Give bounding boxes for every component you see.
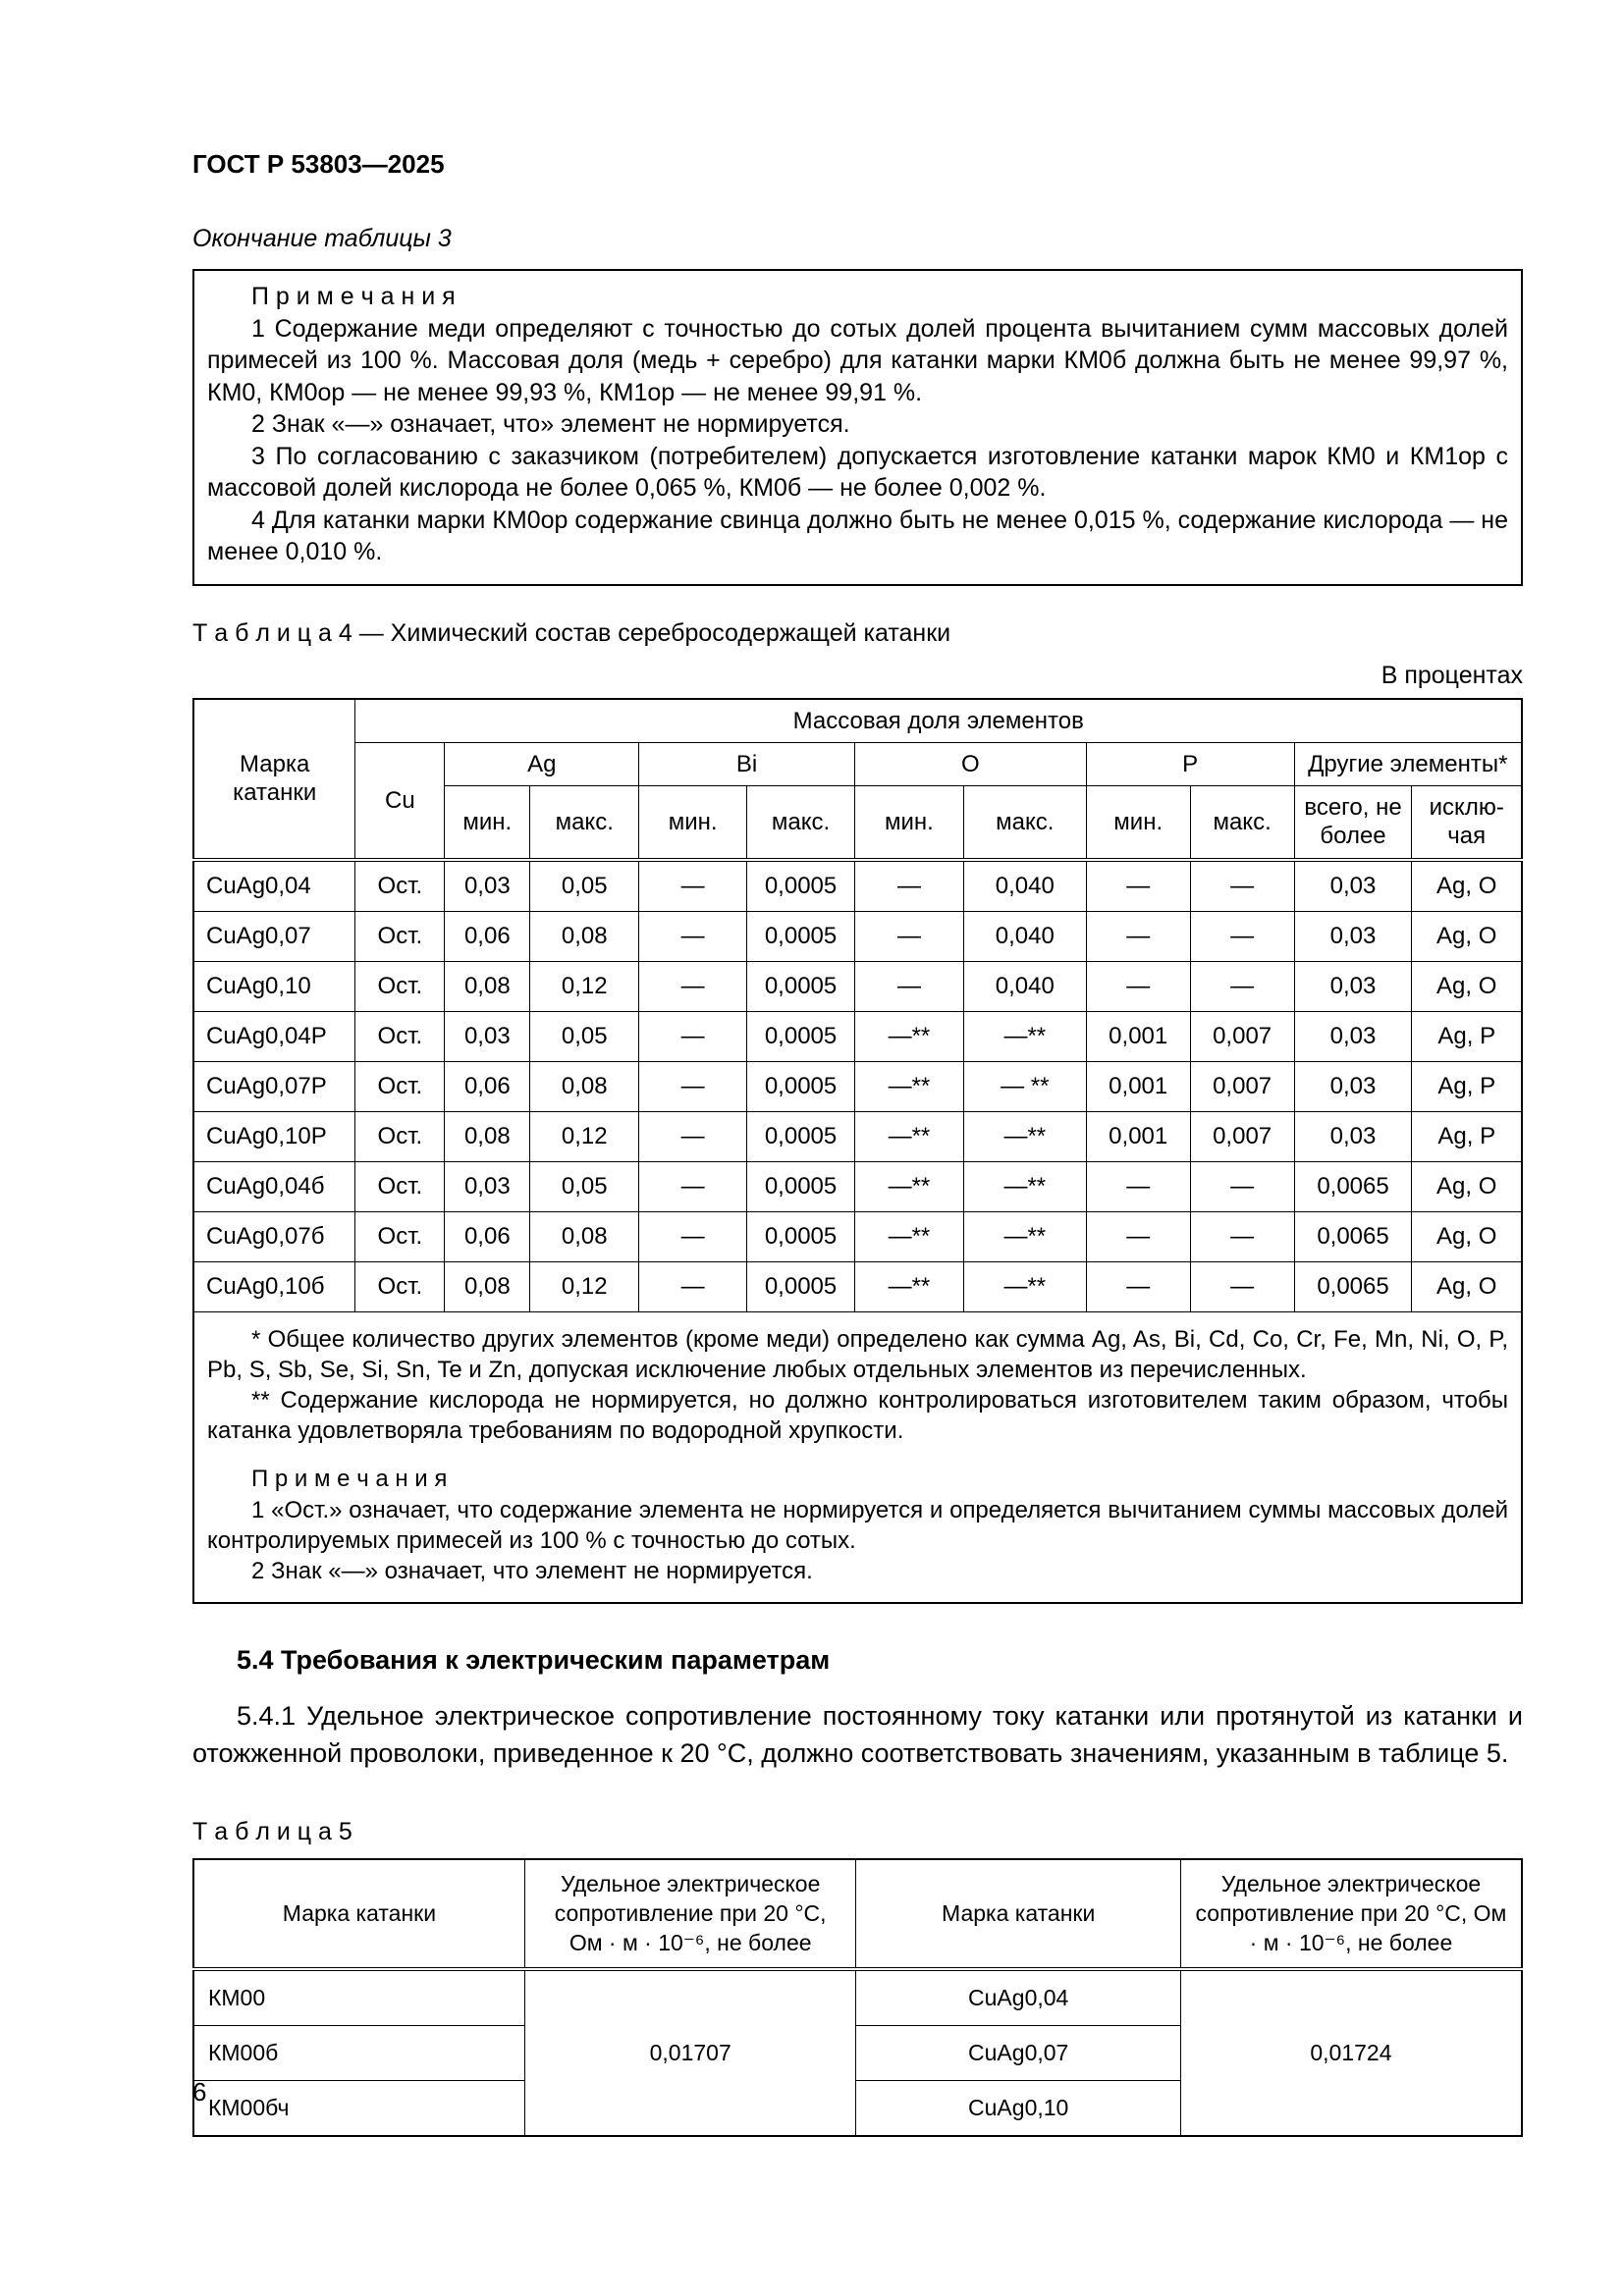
table-cell: 0,040 [963, 961, 1086, 1011]
table-cell: 0,05 [530, 860, 639, 912]
table-cell: — [639, 1011, 747, 1061]
table-cell: Ag, P [1412, 1061, 1522, 1111]
col-header-marka: Марка катанки [193, 699, 355, 860]
table-cell: — [639, 1261, 747, 1311]
table-cell: Ост. [355, 961, 445, 1011]
table-row [193, 1161, 1522, 1211]
table-cell: 0,0065 [1294, 1261, 1412, 1311]
table-cell: Ag, O [1412, 961, 1522, 1011]
note-paragraph: 2 Знак «—» означает, что» элемент не нормируется. [251, 410, 850, 438]
table-cell: Ag, P [1412, 1011, 1522, 1061]
col-header-p-min: мин. [1086, 786, 1190, 860]
table-cell: 0,0065 [1294, 1211, 1412, 1261]
table-cell: КМ00б [193, 2026, 524, 2081]
table-cell: 0,007 [1190, 1061, 1294, 1111]
table-cell: CuAg0,07Р [193, 1061, 355, 1111]
col-header-o-max: макс. [963, 786, 1086, 860]
table-row [193, 1261, 1522, 1311]
table-cell: 0,0005 [747, 1061, 855, 1111]
col-header-other-total: всего, не более [1294, 786, 1412, 860]
table-cell: 0,08 [530, 1061, 639, 1111]
table4-caption: Т а б л и ц а 4 — Химический состав серебросодержащей катанки [192, 618, 951, 647]
table-cell: 0,06 [445, 1211, 530, 1261]
note-paragraph: 3 По согласованию с заказчиком (потребителем) допускается изготовление катанки марок КМ0 и КМ1ор с массовой долей кислорода не более 0,065 %, КМ0б — не более 0,002 %. [207, 442, 1508, 502]
table-cell: CuAg0,07 [193, 911, 355, 961]
table-cell: — [855, 911, 964, 961]
col-header-cu: Cu [355, 742, 445, 859]
table-row [193, 1211, 1522, 1261]
table-cell: 0,08 [445, 1261, 530, 1311]
table-cell: 0,0005 [747, 1111, 855, 1161]
table-cell: Ag, O [1412, 860, 1522, 912]
page-content [192, 0, 1523, 2137]
table4-header [193, 699, 1522, 860]
note-paragraph: * Общее количество других элементов (кроме меди) определено как сумма Ag, As, Bi, Cd, Co, Cr, Fe, Mn, Ni, O, P, Pb, S, Sb, Se, Si, Sn, Te и Zn, допуская исключение любых отдельных элементов из перечисленных. [207, 1325, 1508, 1383]
table-cell: Ag, O [1412, 1211, 1522, 1261]
table4-notes [207, 1495, 1508, 1587]
table-cell: 0,0005 [747, 1161, 855, 1211]
table-cell: CuAg0,10 [193, 961, 355, 1011]
table-cell: Ост. [355, 1061, 445, 1111]
table5-header [193, 1859, 1522, 1970]
table-cell: — [1086, 911, 1190, 961]
table-cell: 0,0005 [747, 961, 855, 1011]
table-cell: — [1190, 1161, 1294, 1211]
table-cell: 0,12 [530, 961, 639, 1011]
table-row [193, 1011, 1522, 1061]
table4-footnotes-cell [193, 1311, 1522, 1603]
table-row [193, 1969, 1522, 2026]
table-cell: 0,007 [1190, 1111, 1294, 1161]
table-cell: —** [855, 1261, 964, 1311]
table-cell: CuAg0,07 [856, 2026, 1180, 2081]
table-cell: —** [855, 1011, 964, 1061]
table-cell: 0,03 [445, 1011, 530, 1061]
table-cell: КМ00 [193, 1969, 524, 2026]
table-cell: — [1086, 860, 1190, 912]
table-cell: Ag, O [1412, 911, 1522, 961]
table-cell: CuAg0,10Р [193, 1111, 355, 1161]
table-cell: CuAg0,04 [193, 860, 355, 912]
table-cell: 0,03 [1294, 1111, 1412, 1161]
table-cell: Ag, P [1412, 1111, 1522, 1161]
table-cell: — [1086, 961, 1190, 1011]
table-row [193, 1061, 1522, 1111]
table-cell: Ост. [355, 1211, 445, 1261]
table-cell: — [855, 961, 964, 1011]
table-cell: 0,0065 [1294, 1161, 1412, 1211]
table-cell: — [1190, 1261, 1294, 1311]
table-cell: — [639, 1211, 747, 1261]
table-cell: 0,0005 [747, 911, 855, 961]
note-paragraph: 1 «Ост.» означает, что содержание элемента не нормируется и определяется вычитанием суммы массовых долей контролируемых примесей из 100 % с точностью до сотых. [207, 1496, 1508, 1554]
col-header-other-excluding: исклю-чая [1412, 786, 1522, 860]
table-cell: 0,007 [1190, 1011, 1294, 1061]
table-cell: — [1190, 961, 1294, 1011]
table-cell: CuAg0,04 [856, 1969, 1180, 2026]
table4-footer [193, 1311, 1522, 1603]
table-cell: CuAg0,07б [193, 1211, 355, 1261]
col-header-marka-right: Марка катанки [856, 1859, 1180, 1970]
table-cell: —** [855, 1211, 964, 1261]
table-cell: 0,03 [445, 860, 530, 912]
col-header-ag-max: макс. [530, 786, 639, 860]
col-header-mass-fraction: Массовая доля элементов [355, 699, 1522, 743]
table-cell: 0,03 [1294, 911, 1412, 961]
table-cell: 0,06 [445, 911, 530, 961]
table-cell: 0,03 [1294, 860, 1412, 912]
table3-notes-title: П р и м е ч а н и я [251, 283, 456, 310]
table-row [193, 961, 1522, 1011]
table-cell: CuAg0,04Р [193, 1011, 355, 1061]
col-header-resistance-right: Удельное электрическое сопротивление при 20 °С, Ом · м · 10⁻⁶, не более [1180, 1859, 1522, 1970]
table-cell: — [639, 961, 747, 1011]
table-cell: — [639, 860, 747, 912]
table-cell: 0,05 [530, 1011, 639, 1061]
table-row [193, 1111, 1522, 1161]
note-paragraph: 1 Содержание меди определяют с точностью до сотых долей процента вычитанием сумм массовых долей примесей из 100 %. Массовая доля (медь + серебро) для катанки марки КМ0б должна быть не менее 99,97 %, КМ0, КМ0ор — не менее 99,93 %, КМ1ор — не менее 99,91 %. [207, 314, 1508, 406]
table-cell: 0,12 [530, 1111, 639, 1161]
col-header-bi: Bi [639, 742, 855, 785]
table-cell: Ag, O [1412, 1161, 1522, 1211]
table-cell: Ag, O [1412, 1261, 1522, 1311]
table-cell: — [1086, 1211, 1190, 1261]
table-cell: Ост. [355, 1261, 445, 1311]
table-cell: Ост. [355, 911, 445, 961]
table-cell: 0,0005 [747, 1211, 855, 1261]
table-cell: 0,01724 [1180, 1969, 1522, 2136]
note-paragraph: ** Содержание кислорода не нормируется, но должно контролироваться изготовителем таким образом, чтобы катанка удовлетворяла требованиям по водородной хрупкости. [207, 1386, 1508, 1445]
table-cell: 0,06 [445, 1061, 530, 1111]
table-cell: — [855, 860, 964, 912]
table-cell: 0,03 [1294, 1011, 1412, 1061]
table-cell: —** [963, 1261, 1086, 1311]
table-cell: —** [855, 1061, 964, 1111]
table-cell: —** [855, 1111, 964, 1161]
table-cell: — [639, 1061, 747, 1111]
table3-notes-list [207, 313, 1508, 568]
table-cell: 0,08 [530, 911, 639, 961]
table-cell: CuAg0,04б [193, 1161, 355, 1211]
col-header-bi-min: мин. [639, 786, 747, 860]
table-cell: 0,08 [445, 961, 530, 1011]
table-cell: —** [963, 1211, 1086, 1261]
table-cell: 0,0005 [747, 1011, 855, 1061]
table-cell: 0,12 [530, 1261, 639, 1311]
table5-body [193, 1969, 1522, 2136]
col-header-o: O [855, 742, 1087, 785]
page-number: 6 [192, 2077, 207, 2107]
table-cell: 0,03 [445, 1161, 530, 1211]
table-cell: 0,040 [963, 860, 1086, 912]
col-header-bi-max: макс. [747, 786, 855, 860]
table-cell: Ост. [355, 1111, 445, 1161]
table-cell: — [1086, 1261, 1190, 1311]
section-paragraph: 5.4.1 Удельное электрическое сопротивление постоянному току катанки или протянутой из катанки и отожженной проволоки, приведенное к 20 °С, должно соответствовать значениям, указанным в таблице 5. [192, 1701, 1523, 1769]
table-cell: —** [855, 1161, 964, 1211]
doc-code: ГОСТ Р 53803—2025 [192, 149, 445, 179]
table-cell: 0,001 [1086, 1011, 1190, 1061]
table-cell: CuAg0,10б [193, 1261, 355, 1311]
col-header-marka-left: Марка катанки [193, 1859, 524, 1970]
table-row [193, 860, 1522, 912]
col-header-ag-min: мин. [445, 786, 530, 860]
table-cell: 0,03 [1294, 1061, 1412, 1111]
table-cell: — [639, 1161, 747, 1211]
table-cell: 0,01707 [524, 1969, 856, 2136]
table4-footnotes [207, 1324, 1508, 1447]
table-cell: —** [963, 1111, 1086, 1161]
table-cell: 0,03 [1294, 961, 1412, 1011]
table3-notes-box [192, 269, 1523, 586]
table-cell: — [1190, 860, 1294, 912]
table-cell: 0,040 [963, 911, 1086, 961]
table-5 [192, 1858, 1523, 2138]
col-header-p-max: макс. [1190, 786, 1294, 860]
table-cell: Ост. [355, 1011, 445, 1061]
table-cell: — ** [963, 1061, 1086, 1111]
col-header-p: P [1086, 742, 1294, 785]
table-cell: —** [963, 1011, 1086, 1061]
col-header-ag: Ag [445, 742, 639, 785]
table-4 [192, 698, 1523, 1605]
table4-notes-title: П р и м е ч а н и я [251, 1466, 448, 1493]
table-cell: 0,08 [530, 1211, 639, 1261]
table-cell: CuAg0,10 [856, 2081, 1180, 2137]
table-cell: — [1086, 1161, 1190, 1211]
table-cell: 0,05 [530, 1161, 639, 1211]
table-cell: 0,08 [445, 1111, 530, 1161]
table-cell: — [639, 1111, 747, 1161]
table-cell: Ост. [355, 860, 445, 912]
section-heading: 5.4 Требования к электрическим параметрам [237, 1645, 831, 1676]
table-cell: — [1190, 1211, 1294, 1261]
table4-units-label: В процентах [1380, 661, 1523, 689]
table5-caption: Т а б л и ц а 5 [192, 1817, 352, 1845]
table-cell: Ост. [355, 1161, 445, 1211]
table-cell: 0,0005 [747, 1261, 855, 1311]
col-header-resistance-left: Удельное электрическое сопротивление при 20 °С, Ом · м · 10⁻⁶, не более [524, 1859, 856, 1970]
col-header-other: Другие элементы* [1294, 742, 1522, 785]
table-cell: КМ00бч [193, 2081, 524, 2137]
table3-continuation-label: Окончание таблицы 3 [192, 225, 452, 252]
table-cell: 0,0005 [747, 860, 855, 912]
table-row [193, 911, 1522, 961]
table4-body [193, 860, 1522, 1312]
table-cell: 0,001 [1086, 1111, 1190, 1161]
col-header-o-min: мин. [855, 786, 964, 860]
table-cell: — [639, 911, 747, 961]
table-cell: — [1190, 911, 1294, 961]
table-cell: 0,001 [1086, 1061, 1190, 1111]
table-cell: —** [963, 1161, 1086, 1211]
note-paragraph: 2 Знак «—» означает, что элемент не нормируется. [251, 1557, 813, 1584]
note-paragraph: 4 Для катанки марки КМ0ор содержание свинца должно быть не менее 0,015 %, содержание кислорода — не менее 0,010 %. [207, 506, 1508, 565]
